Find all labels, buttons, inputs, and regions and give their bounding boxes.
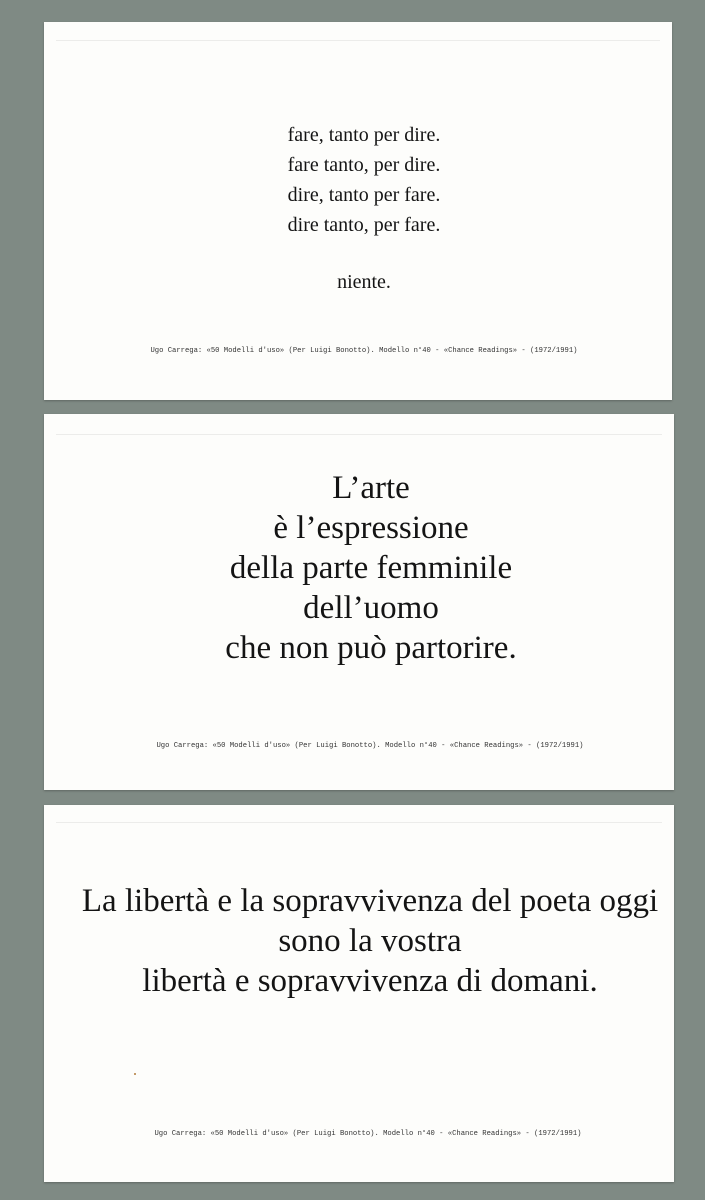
poem-line: fare tanto, per dire. [287, 154, 441, 176]
poem-line: è l’espressione [273, 510, 469, 546]
card-edge-line [56, 434, 662, 435]
poem-line: dell’uomo [303, 590, 439, 626]
poem-text [44, 881, 674, 1001]
poem-line: che non può partorire. [225, 630, 517, 666]
poem-card-1 [44, 22, 672, 400]
poem-line: sono la vostra [278, 923, 462, 959]
poem-line: dire, tanto per fare. [287, 184, 441, 206]
paper-speck [134, 1073, 136, 1075]
poem-text [44, 120, 672, 297]
poem-line: dire tanto, per fare. [287, 214, 441, 236]
card-caption: Ugo Carrega: «50 Modelli d'uso» (Per Luigi Bonotto). Modello n°40 - «Chance Readings» - (1972/1991) [150, 347, 578, 355]
poem-card-3 [44, 805, 674, 1182]
card-edge-line [56, 40, 660, 41]
poem-text [44, 468, 674, 668]
poem-line: della parte femminile [229, 550, 513, 586]
card-caption: Ugo Carrega: «50 Modelli d'uso» (Per Luigi Bonotto). Modello n°40 - «Chance Readings» - (1972/1991) [156, 742, 584, 750]
poem-line: libertà e sopravvivenza di domani. [142, 963, 598, 999]
poem-line: L’arte [332, 470, 410, 506]
card-edge-line [56, 822, 662, 823]
poem-final-line: niente. [337, 271, 391, 293]
poem-line: fare, tanto per dire. [287, 124, 441, 146]
card-caption: Ugo Carrega: «50 Modelli d'uso» (Per Luigi Bonotto). Modello n°40 - «Chance Readings» - (1972/1991) [154, 1130, 582, 1138]
poem-card-2 [44, 414, 674, 790]
poem-line: La libertà e la sopravvivenza del poeta oggi [81, 883, 659, 919]
